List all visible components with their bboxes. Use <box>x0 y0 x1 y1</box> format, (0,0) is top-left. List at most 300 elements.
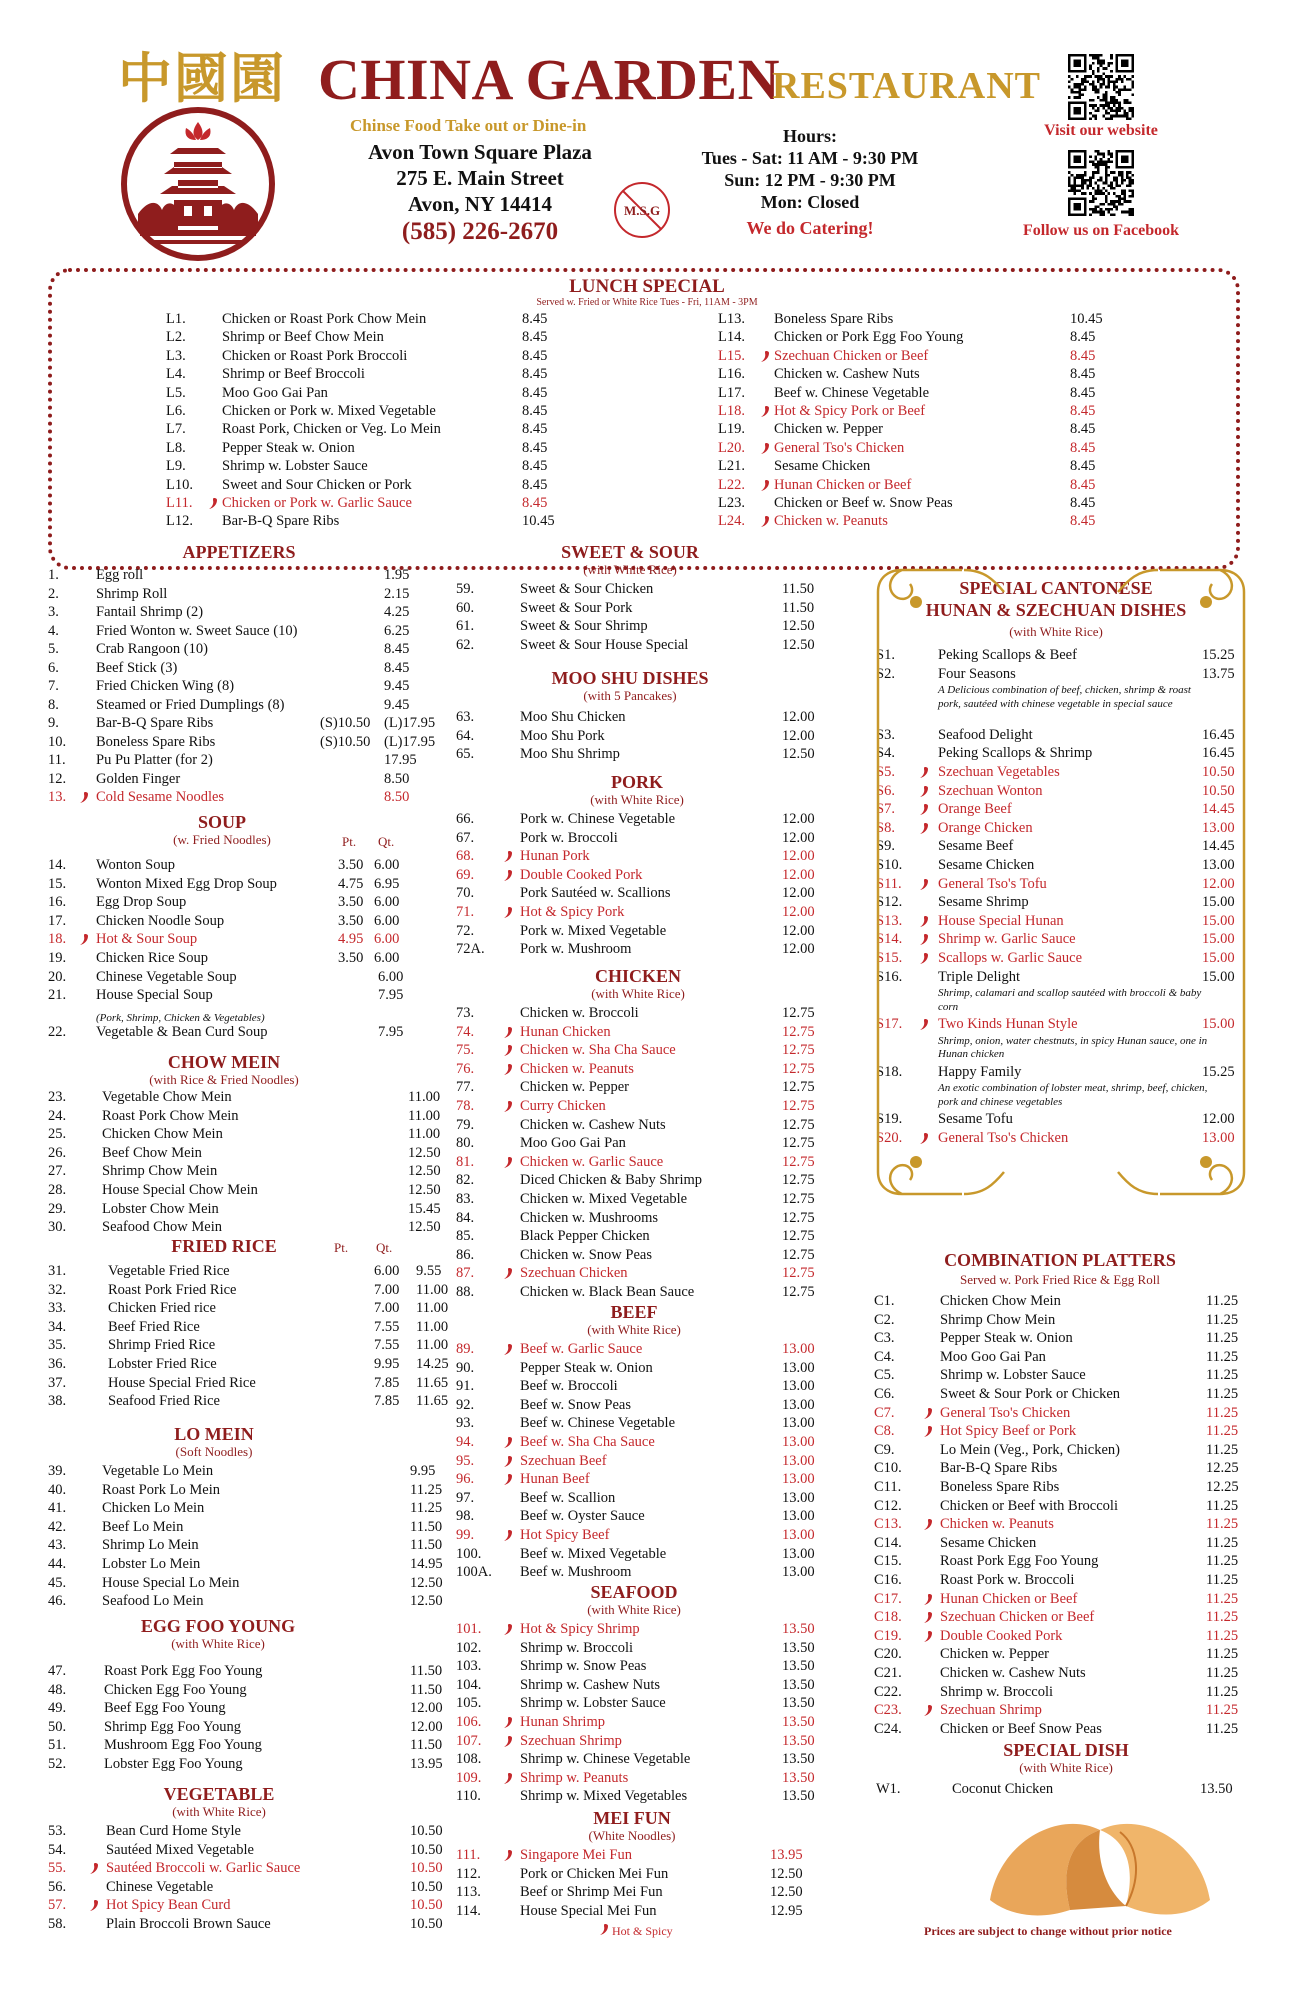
item-number: 103. <box>456 1658 482 1675</box>
item-price-quart: 11.65 <box>416 1393 449 1410</box>
item-price: 12.00 <box>782 848 815 865</box>
item-number: C5. <box>874 1367 895 1384</box>
item-name: Moo Shu Pork <box>520 727 605 744</box>
item-price-quart: 7.95 <box>378 1023 404 1040</box>
section-title: SOUP <box>197 812 246 832</box>
menu-item <box>48 1200 468 1219</box>
item-price-quart: 9.55 <box>416 1263 442 1279</box>
item-price: 8.45 <box>522 311 548 327</box>
item-number: 70. <box>456 885 475 902</box>
section-title: CHOW MEIN <box>167 1052 281 1072</box>
item-price: 8.45 <box>522 384 548 401</box>
item-name: Hunan Chicken <box>520 1023 611 1040</box>
item-price: 12.50 <box>782 618 815 635</box>
lunch-item <box>166 402 582 420</box>
menu-item <box>456 1489 856 1508</box>
item-number: S6. <box>876 782 895 799</box>
item-number: S17. <box>876 1016 903 1033</box>
section-title: LO MEIN <box>174 1424 254 1444</box>
menu-item <box>456 866 856 885</box>
chili-pepper-icon <box>761 406 770 417</box>
menu-item <box>48 1574 468 1593</box>
lunch-item <box>166 365 582 383</box>
item-name: Shrimp Roll <box>96 585 168 602</box>
item-price: 13.50 <box>782 1695 815 1712</box>
item-name: Beef w. Oyster Sauce <box>520 1508 645 1525</box>
item-price: 12.50 <box>410 1574 443 1591</box>
lunch-item <box>166 420 582 438</box>
item-price: 13.00 <box>782 1564 815 1581</box>
website-qr-code-icon[interactable] <box>1068 54 1134 120</box>
item-name: Roast Pork Fried Rice <box>108 1281 237 1298</box>
item-name: Double Cooked Pork <box>520 866 643 883</box>
section-subtitle: Served w. Pork Fried Rice & Egg Roll <box>960 1272 1160 1287</box>
item-price-quart: 6.00 <box>378 968 404 985</box>
item-name: Pork w. Mushroom <box>520 941 632 958</box>
item-price-quart: 6.95 <box>374 875 400 892</box>
item-name: Lobster Chow Mein <box>102 1200 219 1217</box>
item-price: 10.50 <box>410 1841 443 1858</box>
phone-number[interactable]: (585) 226-2670 <box>401 218 559 245</box>
item-name: Chicken w. Sha Cha Sauce <box>520 1042 676 1059</box>
section-subtitle: (with White Rice) <box>1019 1760 1113 1775</box>
item-number: C20. <box>874 1646 902 1663</box>
menu-item <box>456 1078 856 1097</box>
menu-item <box>456 1283 856 1302</box>
section-title: COMBINATION PLATTERS <box>944 1250 1176 1270</box>
item-name: Shrimp Fried Rice <box>108 1337 216 1354</box>
item-number: C3. <box>874 1330 895 1347</box>
item-price: 10.50 <box>410 1916 443 1932</box>
item-price-quart: 11.65 <box>416 1374 449 1391</box>
item-number: L10. <box>166 476 193 493</box>
item-price: 8.45 <box>1070 329 1096 346</box>
item-price: 16.45 <box>1202 745 1235 762</box>
item-name: Chicken w. Peanuts <box>940 1516 1054 1533</box>
lunch-item <box>166 310 582 328</box>
menu-item <box>874 1348 1254 1367</box>
item-price: 13.50 <box>782 1676 815 1693</box>
item-number: 58. <box>48 1916 67 1932</box>
item-price: 11.25 <box>1206 1590 1239 1607</box>
item-price: 8.45 <box>384 641 410 657</box>
chili-pepper-icon <box>80 792 89 803</box>
menu-item <box>48 566 428 585</box>
item-number: W1. <box>876 1781 901 1797</box>
item-name: Chicken w. Peanuts <box>774 513 888 530</box>
item-price: 11.25 <box>410 1500 443 1517</box>
item-price: 13.00 <box>782 1359 815 1376</box>
item-name: Pu Pu Platter (for 2) <box>96 752 213 768</box>
menu-item <box>874 1311 1254 1330</box>
facebook-qr-code-icon[interactable] <box>1068 150 1134 216</box>
item-price-pint: 3.50 <box>338 950 364 966</box>
menu-item <box>48 1915 468 1934</box>
item-name: Beef w. Mixed Vegetable <box>520 1545 667 1562</box>
section-subtitle: (with 5 Pancakes) <box>583 688 677 703</box>
item-number: L3. <box>166 347 186 364</box>
item-name: Chicken w. Garlic Sauce <box>520 1153 664 1170</box>
item-price: 13.00 <box>782 1341 815 1357</box>
item-price: 11.50 <box>410 1681 443 1698</box>
menu-item <box>48 640 428 659</box>
lunch-item <box>718 365 1130 383</box>
item-name: Boneless Spare Ribs <box>96 733 216 750</box>
item-name: Beef w. Garlic Sauce <box>520 1341 643 1357</box>
item-number: 1. <box>48 567 59 583</box>
item-price: 17.95 <box>384 752 417 768</box>
item-number: L7. <box>166 421 186 438</box>
item-price: 12.75 <box>782 1060 815 1077</box>
menu-item <box>874 1720 1254 1739</box>
item-price: 13.00 <box>782 1434 815 1450</box>
item-price: 2.15 <box>384 585 410 602</box>
item-number: 16. <box>48 894 67 911</box>
menu-item <box>48 1841 468 1860</box>
item-name: Happy Family <box>938 1063 1022 1080</box>
item-price: 8.45 <box>1070 347 1096 364</box>
item-name: Vegetable Lo Mein <box>102 1463 214 1479</box>
menu-item <box>456 810 856 829</box>
lunch-item <box>718 328 1130 346</box>
menu-item <box>48 1336 468 1355</box>
pint-header: Pt. <box>334 1240 349 1255</box>
item-name: Beef Fried Rice <box>108 1318 200 1335</box>
item-price: 10.50 <box>410 1823 443 1839</box>
item-name: Chicken or Roast Pork Chow Mein <box>222 311 427 327</box>
item-name: Orange Beef <box>938 801 1012 818</box>
item-price: (L)17.95 <box>384 715 436 731</box>
item-name: Egg roll <box>96 567 144 583</box>
item-name: Chicken or Roast Pork Broccoli <box>222 347 408 364</box>
item-number: 41. <box>48 1500 67 1517</box>
item-number: 13. <box>48 789 67 805</box>
item-number: 36. <box>48 1356 67 1372</box>
item-name: Beef w. Sha Cha Sauce <box>520 1434 655 1450</box>
item-name: Vegetable Chow Mein <box>102 1089 232 1105</box>
item-name: Sesame Chicken <box>940 1534 1037 1551</box>
menu-item <box>456 1340 856 1359</box>
item-price-pint: 7.85 <box>374 1393 400 1410</box>
item-name: Moo Shu Chicken <box>520 709 626 725</box>
item-name: Chicken or Beef w. Snow Peas <box>774 495 953 511</box>
item-price: 13.50 <box>782 1639 815 1656</box>
item-number: 61. <box>456 618 475 635</box>
item-price-pint: 7.55 <box>374 1318 400 1335</box>
item-number: C10. <box>874 1460 902 1477</box>
item-price-pint: 7.00 <box>374 1281 400 1298</box>
menu-item <box>48 788 428 807</box>
item-number: S2. <box>876 665 895 682</box>
item-price-small: (S)10.50 <box>320 715 371 731</box>
item-price: 10.50 <box>1202 763 1235 780</box>
item-name: Hot & Spicy Shrimp <box>520 1621 640 1637</box>
chili-pepper-icon <box>504 1474 513 1485</box>
menu-item <box>456 1694 856 1713</box>
item-price: 13.95 <box>770 1847 803 1863</box>
menu-item <box>456 1452 856 1471</box>
item-price: 13.00 <box>782 1489 815 1506</box>
chili-pepper-icon <box>504 1850 513 1861</box>
item-name: Sesame Beef <box>938 838 1014 855</box>
item-number: 27. <box>48 1163 67 1180</box>
item-price: 12.50 <box>408 1219 441 1236</box>
item-name: Chicken or Beef Snow Peas <box>940 1720 1102 1737</box>
menu-item <box>48 603 428 622</box>
item-number: 49. <box>48 1700 67 1717</box>
item-price: 12.75 <box>782 1079 815 1096</box>
section-title: BEEF <box>610 1302 658 1322</box>
item-name: Hunan Chicken or Beef <box>940 1590 1078 1607</box>
menu-item <box>456 1060 856 1079</box>
chili-pepper-icon <box>504 1624 513 1635</box>
menu-item <box>456 1846 856 1865</box>
item-price: 11.25 <box>1206 1627 1239 1644</box>
item-number: 46. <box>48 1593 67 1610</box>
section-subtitle: (with White Rice) <box>172 1804 266 1819</box>
item-number: S14. <box>876 931 903 948</box>
quart-header: Qt. <box>376 1240 393 1255</box>
item-name: Hot & Spicy Pork <box>520 904 625 920</box>
item-number: 33. <box>48 1300 67 1317</box>
menu-item <box>874 1441 1254 1460</box>
item-number: 21. <box>48 987 67 1004</box>
item-price: 11.25 <box>410 1481 443 1498</box>
item-number: 90. <box>456 1359 475 1376</box>
item-name: Moo Shu Shrimp <box>520 746 620 763</box>
item-price: 11.50 <box>410 1737 443 1754</box>
item-price: 13.75 <box>1202 665 1235 682</box>
item-number: C6. <box>874 1386 895 1402</box>
item-price: 11.25 <box>1206 1683 1239 1700</box>
follow-facebook-link[interactable]: Follow us on Facebook <box>1022 222 1179 239</box>
item-name: Egg Drop Soup <box>96 894 187 911</box>
item-price: 13.50 <box>782 1658 815 1675</box>
menu-item <box>48 1299 468 1318</box>
item-price: 8.45 <box>522 329 548 346</box>
chili-pepper-icon <box>504 1157 513 1168</box>
menu-item <box>48 585 428 604</box>
item-number: 71. <box>456 904 475 920</box>
item-name: Szechuan Chicken <box>520 1265 628 1282</box>
item-number: 89. <box>456 1341 475 1357</box>
item-price: 13.50 <box>782 1714 815 1730</box>
item-price: 8.45 <box>1070 421 1096 438</box>
address-line-2: 275 E. Main Street <box>396 166 564 190</box>
item-number: 72. <box>456 922 475 939</box>
menu-item <box>456 1264 856 1283</box>
item-name: Two Kinds Hunan Style <box>938 1016 1078 1033</box>
item-name: Szechuan Shrimp <box>940 1702 1042 1719</box>
item-name: Shrimp w. Garlic Sauce <box>938 931 1076 948</box>
lunch-item <box>166 457 582 475</box>
menu-item <box>456 1041 856 1060</box>
item-name: Sweet & Sour Shrimp <box>520 618 648 635</box>
item-number: 69. <box>456 866 475 883</box>
menu-item <box>456 1171 856 1190</box>
menu-item <box>48 1355 468 1374</box>
item-number: 109. <box>456 1769 482 1786</box>
item-price: 11.25 <box>1206 1516 1239 1533</box>
menu-item <box>874 1478 1254 1497</box>
item-price: 13.00 <box>782 1452 815 1469</box>
item-number: S13. <box>876 912 903 929</box>
item-number: 114. <box>456 1902 481 1919</box>
menu-item <box>48 677 428 696</box>
item-number: C13. <box>874 1516 902 1533</box>
item-description: A Delicious combination of beef, chicken, shrimp & roast pork, sautéed with chinese vegetable in special sauce <box>938 684 1191 710</box>
item-number: 72A. <box>456 941 485 958</box>
chili-pepper-icon <box>504 870 513 881</box>
menu-item <box>48 1896 468 1915</box>
item-name: Boneless Spare Ribs <box>940 1479 1060 1495</box>
item-number: 98. <box>456 1508 475 1525</box>
item-number: 47. <box>48 1663 67 1679</box>
menu-item <box>456 1359 856 1378</box>
item-price: 14.45 <box>1202 838 1235 855</box>
item-name: Seafood Chow Mein <box>102 1219 223 1236</box>
item-price: 12.25 <box>1206 1460 1239 1477</box>
item-price: 15.25 <box>1202 1063 1235 1080</box>
item-name: Chicken w. Mixed Vegetable <box>520 1191 688 1207</box>
lunch-item <box>718 347 1130 365</box>
item-number: 53. <box>48 1823 67 1839</box>
menu-item <box>456 617 856 636</box>
item-number: 79. <box>456 1116 475 1133</box>
menu-item <box>456 1865 856 1884</box>
item-number: 43. <box>48 1537 67 1554</box>
section-title: HUNAN & SZECHUAN DISHES <box>925 600 1187 620</box>
item-number: 105. <box>456 1695 482 1712</box>
item-number: L21. <box>718 458 745 475</box>
tagline: Chinse Food Take out or Dine-in <box>350 116 587 135</box>
item-number: 81. <box>456 1153 475 1170</box>
item-price: 12.50 <box>770 1865 803 1882</box>
item-name: Shrimp Lo Mein <box>102 1537 199 1554</box>
item-number: 83. <box>456 1191 475 1207</box>
item-price: 12.50 <box>408 1144 441 1161</box>
item-price: 11.25 <box>1206 1534 1239 1551</box>
menu-item <box>456 708 856 727</box>
visit-website-link[interactable]: Visit our website <box>1044 122 1158 139</box>
item-name: Chicken w. Black Bean Sauce <box>520 1284 695 1300</box>
menu-item <box>456 884 856 903</box>
section-subtitle: (with White Rice) <box>171 1636 265 1651</box>
item-number: 102. <box>456 1639 482 1656</box>
hours-line-1: Tues - Sat: 11 AM - 9:30 PM <box>701 148 919 168</box>
item-number: C2. <box>874 1311 895 1328</box>
menu-item <box>48 1125 468 1144</box>
menu-item <box>48 1822 468 1841</box>
item-price: 11.50 <box>410 1537 443 1554</box>
menu-item <box>456 922 856 941</box>
menu-item <box>456 1545 856 1564</box>
item-name: Chicken or Beef with Broccoli <box>940 1497 1118 1514</box>
menu-item <box>48 1736 468 1755</box>
chili-pepper-icon <box>761 443 770 454</box>
chili-pepper-icon <box>90 1900 99 1911</box>
menu-item <box>48 622 428 641</box>
item-number: 63. <box>456 709 475 725</box>
item-price: 8.45 <box>1070 513 1096 530</box>
item-name: Triple Delight <box>938 968 1021 985</box>
lunch-item <box>718 439 1130 457</box>
menu-item <box>874 1459 1254 1478</box>
menu-item <box>48 949 408 968</box>
item-name: Roast Pork Egg Foo Young <box>104 1663 263 1679</box>
item-name: Pork Sautéed w. Scallions <box>520 885 671 902</box>
chili-pepper-icon <box>504 1530 513 1541</box>
item-number: L11. <box>166 495 193 511</box>
item-name: Sweet & Sour House Special <box>520 636 689 653</box>
item-price: 13.50 <box>1200 1781 1233 1797</box>
item-name: Chicken Chow Mein <box>102 1126 223 1143</box>
hours-line-3: Mon: Closed <box>760 192 860 212</box>
item-name: Beef Chow Mein <box>102 1144 202 1161</box>
item-name: Szechuan Shrimp <box>520 1732 622 1749</box>
section-title: APPETIZERS <box>182 542 296 562</box>
item-number: L9. <box>166 458 186 475</box>
item-name: General Tso's Chicken <box>940 1404 1071 1421</box>
item-name: Pork w. Broccoli <box>520 829 618 846</box>
menu-item <box>874 1329 1254 1348</box>
chili-pepper-icon <box>504 1268 513 1279</box>
menu-item <box>48 714 436 733</box>
item-price: 12.50 <box>782 746 815 763</box>
item-name: Seafood Fried Rice <box>108 1393 220 1410</box>
item-name: Beef w. Mushroom <box>520 1564 632 1581</box>
item-price: 12.75 <box>782 1265 815 1282</box>
item-number: C12. <box>874 1497 902 1514</box>
item-price: 12.00 <box>782 866 815 883</box>
menu-item <box>48 1592 468 1611</box>
chili-pepper-icon <box>90 1863 99 1874</box>
menu-item <box>48 1262 468 1281</box>
item-name: Roast Pork Egg Foo Young <box>940 1553 1099 1570</box>
chili-pepper-icon <box>504 1027 513 1038</box>
item-name: Chicken Fried rice <box>108 1300 216 1317</box>
item-price: 12.75 <box>782 1005 815 1021</box>
item-name: Golden Finger <box>96 770 181 787</box>
item-number: 4. <box>48 622 59 639</box>
item-name: Beef w. Snow Peas <box>520 1396 632 1413</box>
item-number: 111. <box>456 1847 481 1863</box>
item-price: 8.45 <box>1070 495 1096 511</box>
item-number: 100. <box>456 1545 482 1562</box>
menu-item <box>48 1162 468 1181</box>
item-number: 65. <box>456 746 475 763</box>
item-price: 8.50 <box>384 789 410 805</box>
item-number: S18. <box>876 1063 903 1080</box>
item-number: 84. <box>456 1209 475 1226</box>
menu-item <box>874 1590 1254 1609</box>
menu-item <box>48 856 408 875</box>
chili-pepper-icon <box>924 1426 933 1437</box>
item-price: 12.75 <box>782 1116 815 1133</box>
address-line-3: Avon, NY 14414 <box>407 192 553 216</box>
item-price: 13.00 <box>1202 819 1235 836</box>
item-price: 10.50 <box>1202 782 1235 799</box>
item-name: House Special Mei Fun <box>520 1902 657 1919</box>
menu-item <box>874 1422 1254 1441</box>
menu-item <box>48 1144 468 1163</box>
item-name: Beef w. Broccoli <box>520 1378 618 1395</box>
item-number: L12. <box>166 513 193 530</box>
lunch-item <box>166 512 582 530</box>
item-name: Sweet & Sour Pork or Chicken <box>940 1386 1121 1402</box>
item-number: L5. <box>166 384 186 401</box>
item-price: 8.45 <box>384 659 410 676</box>
